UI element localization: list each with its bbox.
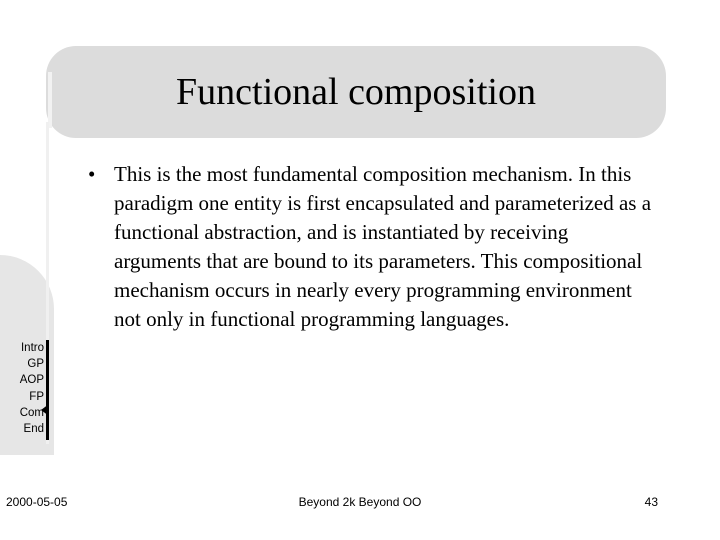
section-nav	[0, 340, 44, 437]
slide-content	[88, 160, 652, 334]
bullet-marker: •	[88, 162, 96, 186]
footer-title: Beyond 2k Beyond OO	[298, 495, 422, 509]
title-banner-edge	[48, 72, 52, 128]
nav-item-fp[interactable]: FP	[29, 390, 44, 403]
slide-title: Functional composition	[176, 71, 536, 113]
footer-date: 2000-05-05	[6, 495, 68, 509]
nav-progress-bar	[46, 340, 49, 440]
title-banner	[46, 46, 666, 138]
current-section-marker-icon	[41, 404, 49, 416]
nav-item-end[interactable]: End	[23, 423, 44, 436]
page-number: 43	[644, 495, 658, 509]
nav-item-aop[interactable]: AOP	[19, 374, 44, 387]
bullet-item	[88, 160, 652, 334]
nav-item-intro[interactable]: Intro	[20, 342, 44, 354]
nav-item-gp[interactable]: GP	[27, 358, 44, 371]
bullet-text: This is the most fundamental composition mechanism. In this paradigm one entity is first encapsulated and parameterized as a functional abstraction, and is instantiated by receiving arguments that are bound to its parameters. This compositional mechanism occurs in nearly every programming environment not only in functional programming languages.	[114, 162, 652, 331]
nav-item-com[interactable]: Com	[19, 406, 44, 419]
